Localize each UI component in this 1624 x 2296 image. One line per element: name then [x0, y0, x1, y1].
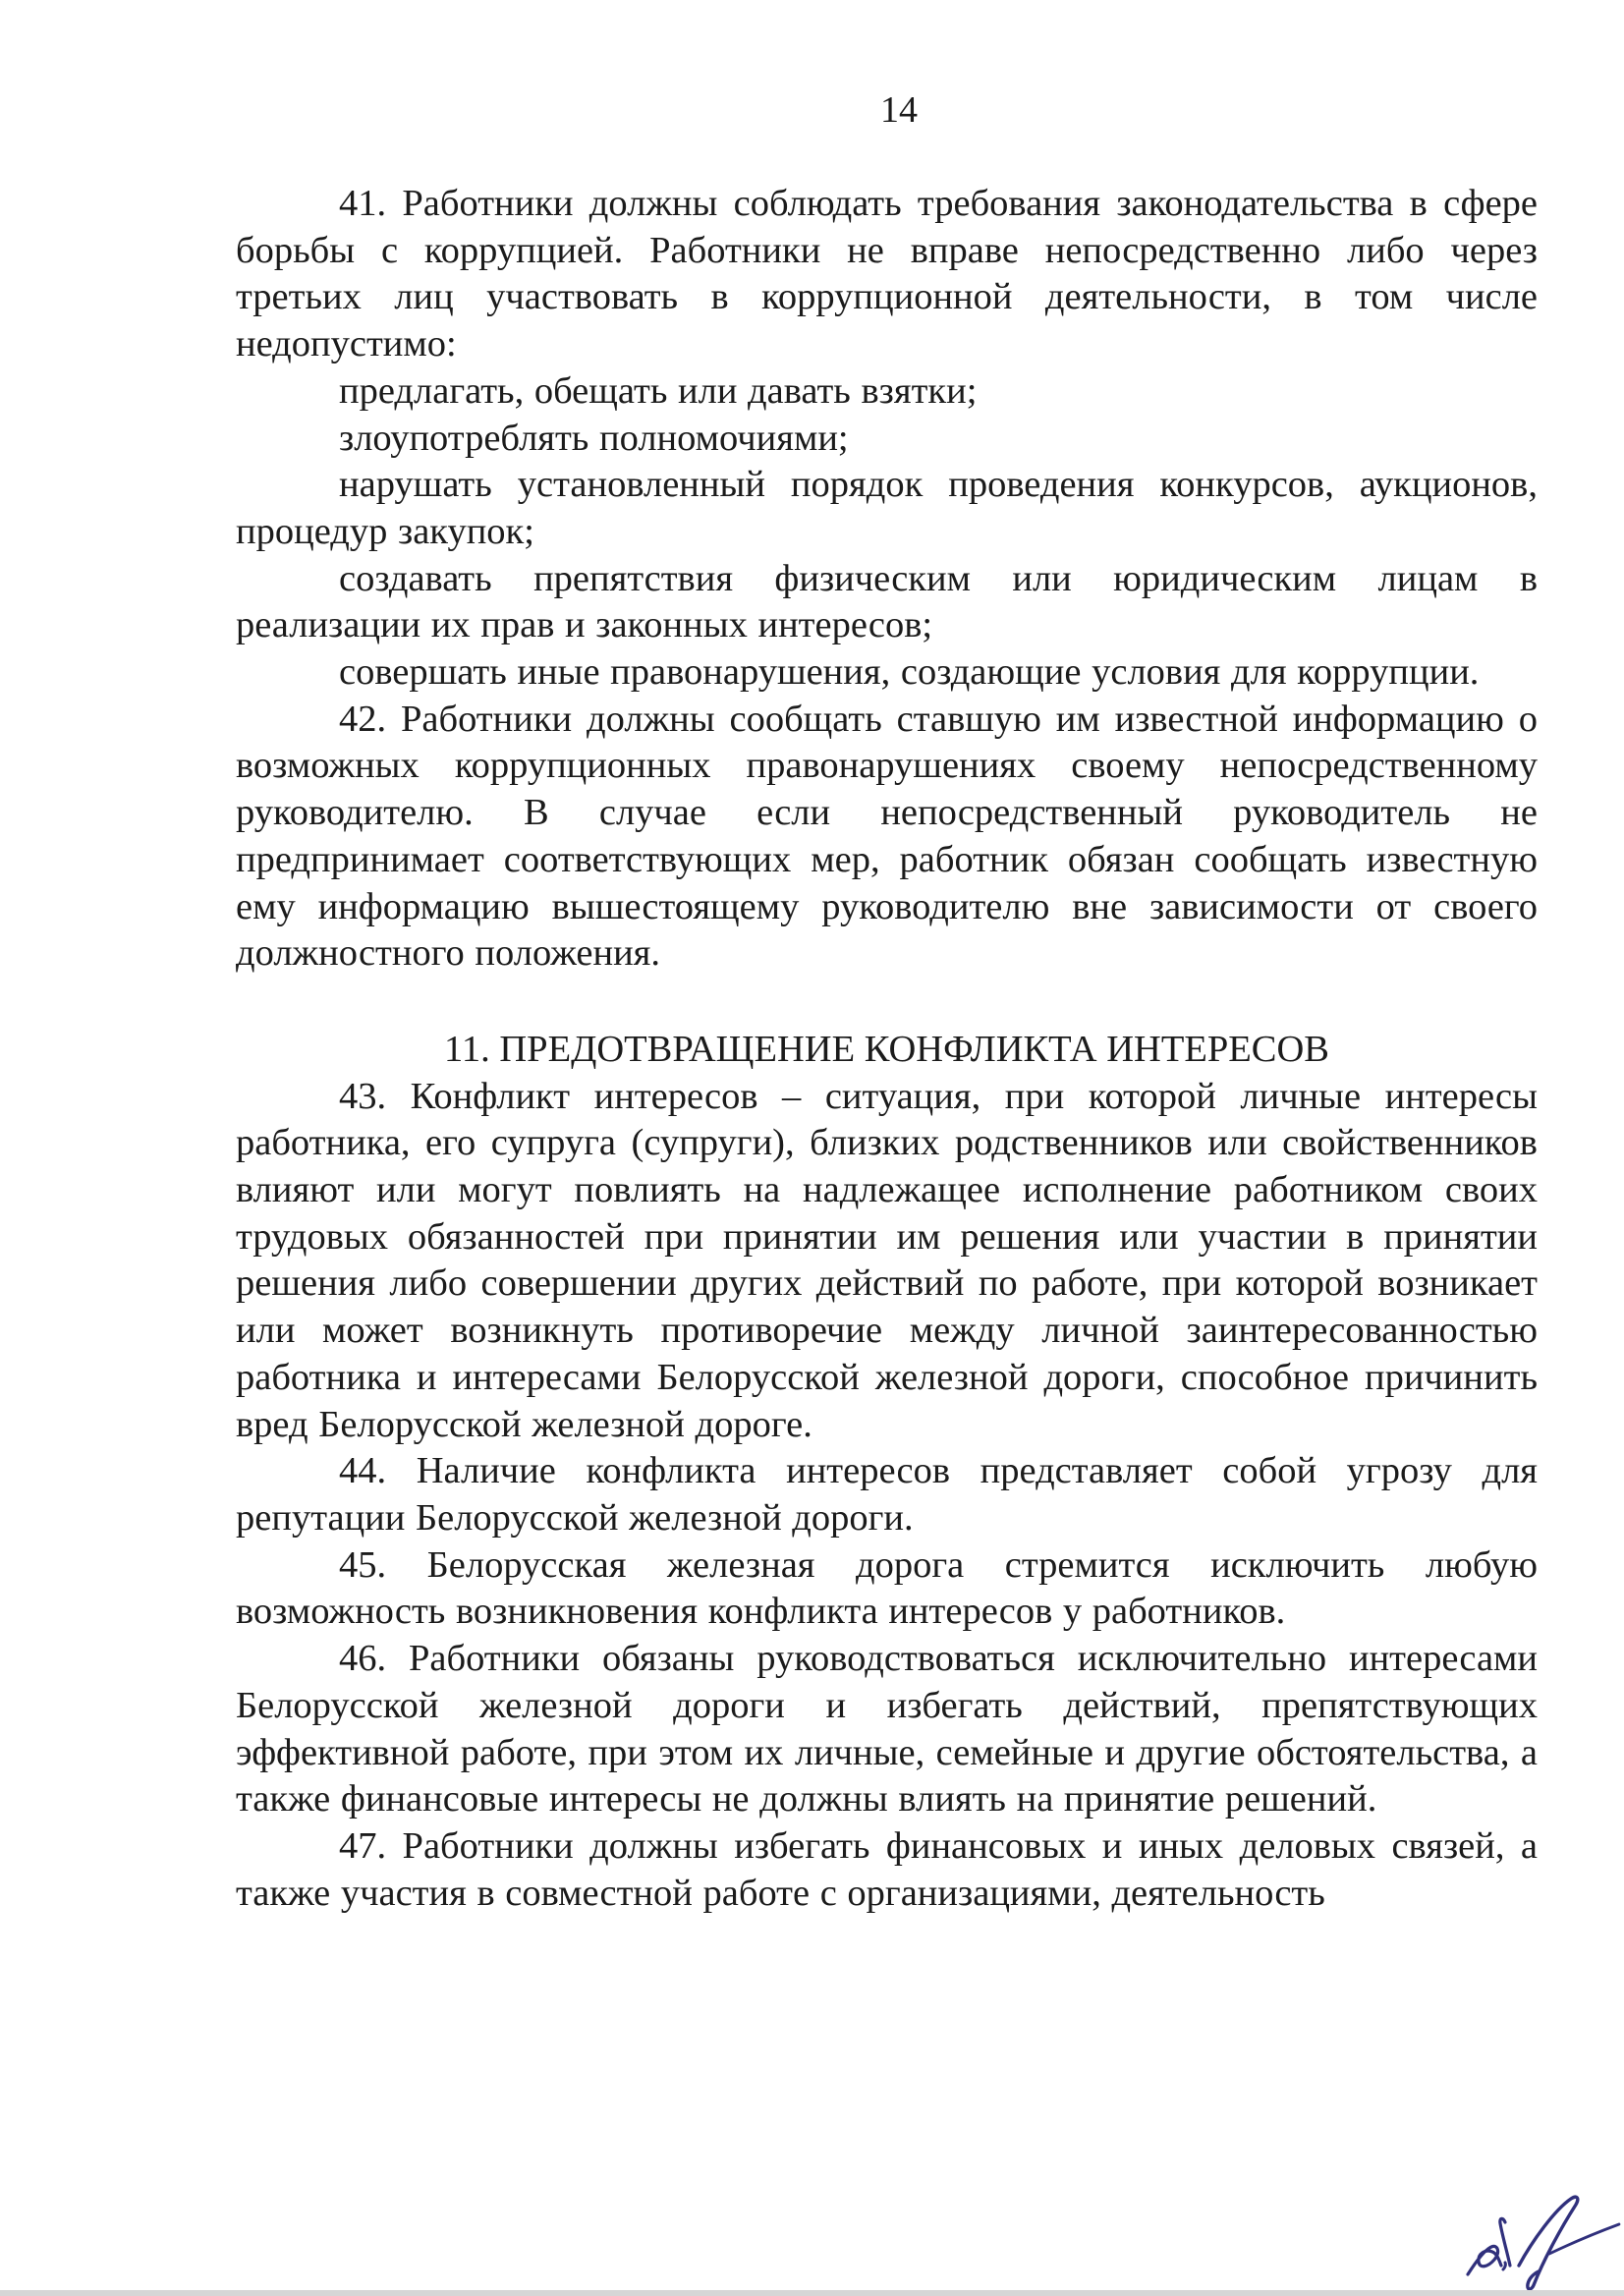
signature-stroke-tall-loop [1519, 2197, 1578, 2289]
scan-edge-artifact [0, 2290, 1624, 2296]
paragraph: нарушать установленный порядок проведения конкурсов, аукционов, процедур закупок; [236, 464, 1538, 552]
paragraph: 41. Работники должны соблюдать требования законодательства в сфере борьбы с коррупцией. Работники не вправе непосредственно либо через третьих лиц участвовать в коррупционной деятельности, в том числе недопустимо: [236, 183, 1538, 365]
page-number: 14 [880, 89, 918, 131]
paragraph: 46. Работники обязаны руководствоваться исключительно интересами Белорусской железной дороги и избегать действий, препятствующих эффективной работе, при этом их личные, семейные и другие обстоятельства, а также финансовые интересы не должны влиять на принятие решений. [236, 1638, 1538, 1820]
document-body [236, 181, 1538, 1917]
paragraph: 45. Белорусская железная дорога стремится исключить любую возможность возникновения конфликта интересов у работников. [236, 1543, 1538, 1633]
signature-stroke-small-a [1468, 2246, 1501, 2274]
paragraph: совершать иные правонарушения, создающие условия для коррупции. [339, 651, 1480, 694]
paragraph: 47. Работники должны избегать финансовых и иных деловых связей, а также участия в совместной работе с организациями, деятельность [236, 1824, 1538, 1914]
section-heading: 11. ПРЕДОТВРАЩЕНИЕ КОНФЛИКТА ИНТЕРЕСОВ [444, 1028, 1329, 1070]
paragraph: предлагать, обещать или давать взятки; [339, 369, 978, 412]
paragraph: 43. Конфликт интересов – ситуация, при которой личные интересы работника, его супруга (супруги), близких родственников или свойственников влияют или могут повлиять на надлежащее исполнение работником своих трудовых обязанностей при принятии им решения или участии в принятии решения либо совершении других действий по работе, при которой возникает или может возникнуть противоречие между личной заинтересованностью работника и интересами Белорусской железной дороги, способное причинить вред Белорусской железной дороге. [236, 1075, 1538, 1445]
paragraph: злоупотреблять полномочиями; [339, 417, 849, 459]
signature-stroke-comma [1503, 2263, 1505, 2269]
handwritten-signature [1454, 2193, 1624, 2296]
paragraph: 42. Работники должны сообщать ставшую им известной информацию о возможных коррупционных правонарушениях своему непосредственному руководителю. В случае если непосредственный руководитель не предпринимает соответствующих мер, работник обязан сообщать известную ему информацию вышестоящему руководителю вне зависимости от своего должностного положения. [236, 698, 1538, 975]
signature-stroke-hook [1500, 2218, 1510, 2266]
paragraph: создавать препятствия физическим или юридическим лицам в реализации их прав и законных интересов; [236, 557, 1538, 646]
paragraph: 44. Наличие конфликта интересов представляет собой угрозу для репутации Белорусской железной дороги. [236, 1450, 1538, 1539]
